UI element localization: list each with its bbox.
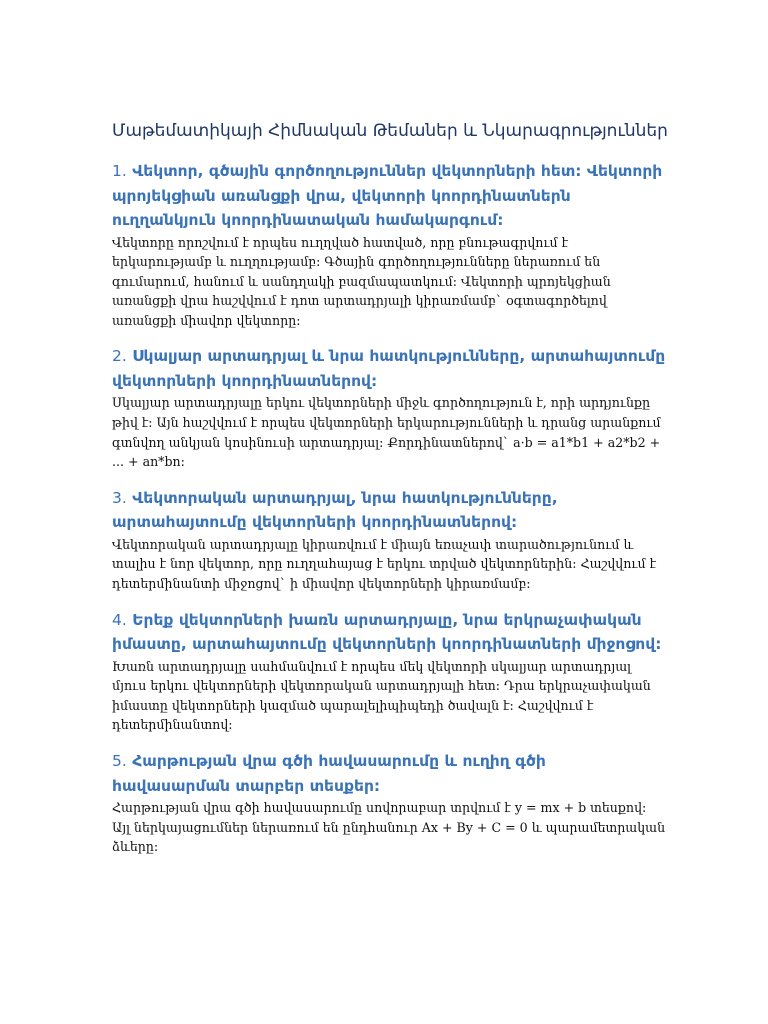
section-body: Վեկտորը որոշվում է որպես ուղղված հատված, որը բնութագրվում է երկարությամբ և ուղղությամբ: Գծային գործողությունները ներառում են գումարում, հանում և սանդղակի բազմապատկում: Վեկտորի պրոյեկցիան առանցքի վրա հաշվվում է դոտ արտադրյալի կիրառմամբ` օգտագործելով առանցքի միավոր վեկտորը: bbox=[112, 234, 611, 328]
section-heading-text: Հարթության վրա գծի հավասարումը և ուղիղ գծի հավասարման տարբեր տեսքեր: bbox=[112, 752, 546, 795]
section-heading bbox=[112, 159, 668, 233]
section-heading bbox=[112, 749, 668, 798]
section-number: 2. bbox=[112, 347, 127, 366]
section-3 bbox=[112, 486, 668, 594]
section-1 bbox=[112, 159, 668, 330]
section-heading-text: Վեկտոր, գծային գործողություններ վեկտորների հետ: Վեկտորի պրոյեկցիան առանցքի վրա, վեկտորի կոորդինատներն ուղղանկյուն կոորդինատական համակարգում: bbox=[112, 162, 663, 229]
document-title: Մաթեմատիկայի Հիմնական Թեմաներ և Նկարագրություններ bbox=[112, 121, 668, 141]
section-number: 1. bbox=[112, 162, 127, 180]
section-body: Վեկտորական արտադրյալը կիրառվում է միայն եռաչափ տարածությունում և տալիս է նոր վեկտոր, որը ուղղահայաց է երկու տրված վեկտորներին: Հաշվվում է դետերմինանտի միջոցով` ի միավոր վեկտորների կիրառմամբ: bbox=[112, 536, 657, 592]
section-body: Սկալյար արտադրյալը երկու վեկտորների միջև գործողություն է, որի արդյունքը թիվ է: Այն հաշվվում է որպես վեկտորների երկարությունների և դրանց արանքում գտնվող անկյան կոսինուսի արտադրյալ: Քորդինատներով` a·b = a1*b1 + a2*b2 + ... + an*bn: bbox=[112, 395, 661, 470]
document-content bbox=[112, 118, 668, 871]
section-heading-text: Երեք վեկտորների խառն արտադրյալը, նրա երկրաչափական իմաստը, արտահայտումը վեկտորների կոորդինատների միջոցով: bbox=[112, 610, 662, 654]
section-heading-text: Վեկտորական արտադրյալ, նրա հատկությունները, արտահայտումը վեկտորների կոորդինատներով: bbox=[112, 488, 558, 532]
section-heading-text: Սկալյար արտադրյալ և նրա հատկությունները, արտահայտումը վեկտորների կոորդինատներով: bbox=[112, 347, 666, 390]
section-heading bbox=[112, 486, 668, 535]
section-body: Հարթության վրա գծի հավասարումը սովորաբար տրվում է y = mx + b տեսքով: Այլ ներկայացումներ ներառում են ընդհանուր Ax + By + C = 0 և պարամետրական ձևերը: bbox=[112, 800, 666, 855]
section-body: Խառն արտադրյալը սահմանվում է որպես մեկ վեկտորի սկալյար արտադրյալ մյուս երկու վեկտորների վեկտորական արտադրյալի հետ: Դրա երկրաչափական իմաստը վեկտորների կազմած պարալելիպիպեդի ծավալն է: Հաշվվում է դետերմինանտով: bbox=[112, 658, 651, 733]
section-heading bbox=[112, 608, 668, 657]
section-number: 4. bbox=[112, 610, 127, 629]
section-heading bbox=[112, 344, 668, 393]
section-2 bbox=[112, 344, 668, 471]
section-5 bbox=[112, 749, 668, 857]
section-number: 3. bbox=[112, 488, 127, 507]
section-number: 5. bbox=[112, 752, 127, 770]
section-4 bbox=[112, 608, 668, 735]
